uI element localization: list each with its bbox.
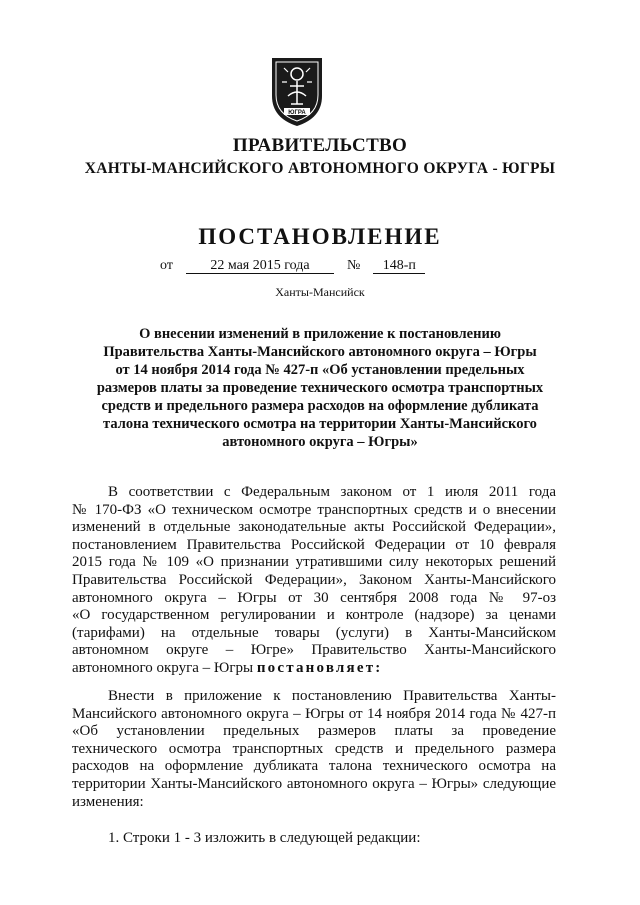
paragraph-text: автономного округа – Югры [72,659,254,676]
government-title: ПРАВИТЕЛЬСТВО [232,135,408,156]
document-city: Ханты-Мансийск [275,285,365,299]
subject-line: от 14 ноября 2014 года № 427-п «Об установлении предельных [115,362,525,378]
emblem-text: ЮГРА [288,110,306,116]
paragraph-line: 2015 года № 109 «О признании утратившими силу некоторых решений [72,554,556,571]
paragraph-line: «О государственном регулировании и контроле (надзоре) за ценами [72,607,556,624]
subject-line: средств и предельного размера расходов на оформление дубликата [101,398,539,414]
paragraph-line: постановлением Правительства Российской Федерации от 10 февраля [72,536,556,553]
subject-line: талона технического осмотра на территории Ханты-Мансийского [103,416,537,432]
coat-of-arms-emblem [266,52,328,128]
paragraph-line: изменений в отдельные законодательные акты Российской Федерации», [72,519,556,536]
subject-line: автономного округа – Югры» [222,434,418,450]
paragraph-line: (тарифами) на отдельные товары (услуги) в Ханты-Мансийском [72,624,556,641]
paragraph-line: Мансийского автономного округа – Югры от 14 ноября 2014 года № 427-п [72,705,556,722]
paragraph-line: автономного округа – Югры от 30 сентября 2008 года № 97-оз [72,589,556,606]
paragraph-last-line: изменения: [72,793,144,810]
resolves-word: постановляет: [256,659,383,676]
paragraph-line: «Об установлении предельных размеров платы за проведение [72,723,556,740]
date-prefix: от [160,258,173,273]
government-region: ХАНТЫ-МАНСИЙСКОГО АВТОНОМНОГО ОКРУГА - ЮГРЫ [84,160,556,177]
paragraph-line: автономном округе – Югре» Правительство Ханты-Мансийского [72,642,556,659]
subject-line: Правительства Ханты-Мансийского автономного округа – Югры [103,344,537,360]
subject-line: О внесении изменений в приложение к постановлению [139,326,501,342]
paragraph-line: расходов на оформление дубликата талона технического осмотра на [72,758,556,775]
paragraph-line: Правительства Российской Федерации», Законом Ханты-Мансийского [72,571,556,588]
number-prefix: № [346,258,361,273]
date-number-line [160,258,425,274]
paragraph-line: Внести в приложение к постановлению Правительства Ханты- [108,688,556,704]
paragraph-line: № 170-ФЗ «О техническом осмотре транспортных средств и о внесении [72,501,556,518]
paragraph-line: В соответствии с Федеральным законом от 1 июля 2011 года [108,484,556,500]
document-type: ПОСТАНОВЛЕНИЕ [198,224,442,249]
body-paragraph-3 [108,830,592,848]
body-paragraph-1 [72,484,556,678]
subject-line: размеров платы за проведение технического осмотра транспортных [96,380,544,396]
paragraph-last-line [72,660,556,678]
document-number: 148-п [373,258,425,274]
paragraph-line: территории Ханты-Мансийского автономного округа – Югры» следующие [72,775,556,792]
document-date: 22 мая 2015 года [186,258,334,274]
paragraph-line: 1. Строки 1 - 3 изложить в следующей редакции: [108,830,421,846]
paragraph-line: технического осмотра транспортных средств и предельного размера [72,740,556,757]
document-subject [70,325,570,451]
body-paragraph-2 [72,688,556,811]
